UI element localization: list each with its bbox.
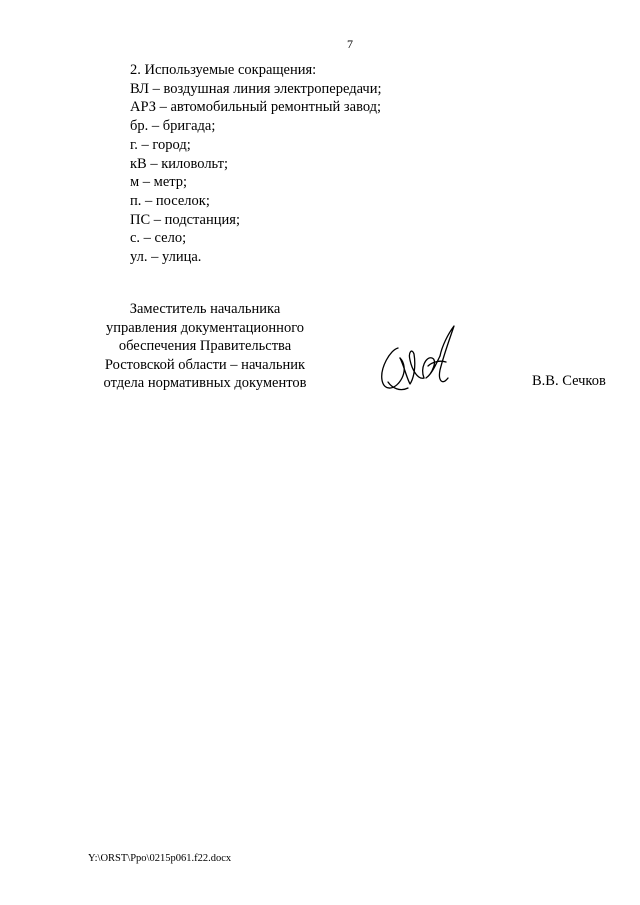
abbreviation-item: м – метр;	[130, 174, 188, 191]
position-line: обеспечения Правительства	[118, 338, 292, 355]
position-line: управления документационного	[105, 319, 305, 336]
position-line: Заместитель начальника	[129, 301, 281, 317]
abbreviations-section	[130, 61, 550, 267]
abbreviation-item: ул. – улица.	[130, 249, 202, 266]
abbreviation-item: г. – город;	[130, 136, 191, 153]
page-number: 7	[347, 37, 353, 51]
footer-file-path: Y:\ORST\Ppo\0215p061.f22.docx	[88, 853, 232, 864]
abbreviation-item: бр. – бригада;	[130, 118, 216, 135]
signatory-name: В.В. Сечков	[532, 373, 606, 389]
abbreviation-item: с. – село;	[130, 230, 187, 247]
abbreviation-item: кВ – киловольт;	[130, 155, 228, 172]
handwritten-signature-icon	[370, 318, 470, 398]
abbreviations-heading: 2. Используемые сокращения:	[130, 62, 317, 78]
signatory-position	[70, 300, 340, 393]
abbreviation-item: ПС – подстанция;	[130, 211, 240, 228]
abbreviation-item: АРЗ – автомобильный ремонтный завод;	[130, 99, 382, 116]
position-line: отдела нормативных документов	[103, 375, 307, 392]
abbreviation-item: ВЛ – воздушная линия электропередачи;	[130, 80, 382, 97]
position-line: Ростовской области – начальник	[104, 356, 306, 373]
abbreviation-item: п. – поселок;	[130, 192, 210, 209]
